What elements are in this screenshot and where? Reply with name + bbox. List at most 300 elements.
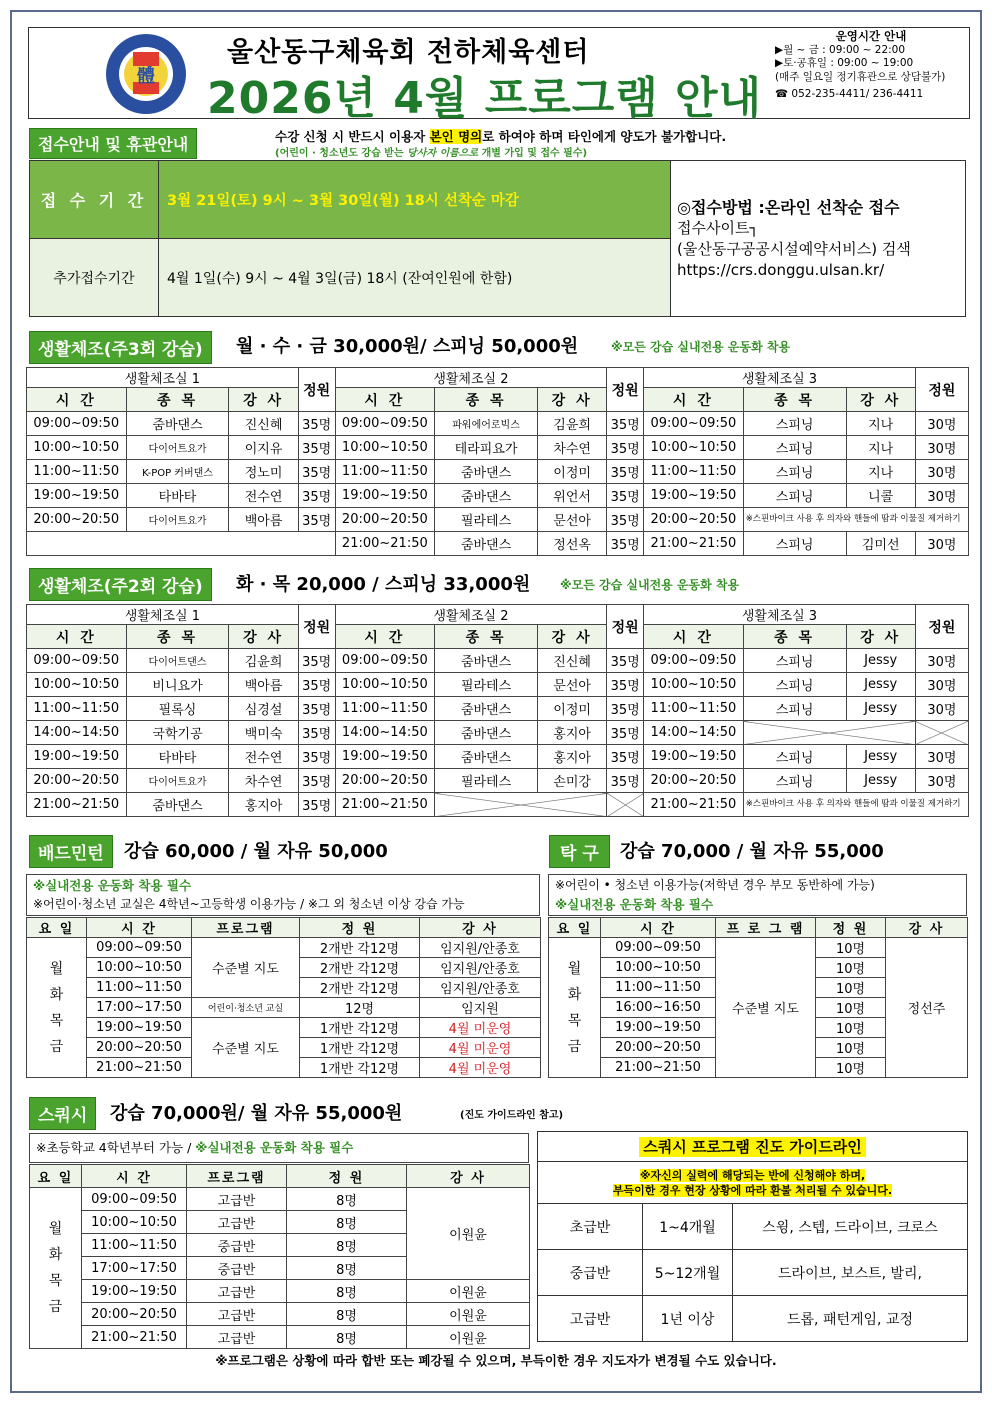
instructor-cell: 차수연 <box>537 436 606 460</box>
capacity-header: 정원 <box>915 605 968 649</box>
tabletennis-table <box>548 917 968 1078</box>
time-cell: 09:00~09:50 <box>335 412 435 436</box>
instructor-cell: 지나 <box>846 436 915 460</box>
time-cell: 11:00~11:50 <box>87 978 192 998</box>
room-header-row <box>27 605 969 625</box>
closed-cell <box>743 721 915 745</box>
hours-weekend: ▶토·공휴일 : 09:00 ~ 19:00 <box>775 57 914 69</box>
method-cell <box>671 161 966 317</box>
closed-cell <box>607 793 644 817</box>
column-header: 종 목 <box>743 625 846 649</box>
time-cell: 21:00~21:50 <box>644 532 744 556</box>
day-char: 월 <box>48 1221 63 1237</box>
guideline-content: 스윙, 스텝, 드라이브, 크로스 <box>733 1204 968 1250</box>
program-cell: 스피닝 <box>743 745 846 769</box>
program-cell: 스피닝 <box>743 460 846 484</box>
capacity-cell: 35명 <box>607 769 644 793</box>
guideline-level: 초급반 <box>538 1204 643 1250</box>
capacity-cell: 8명 <box>287 1188 407 1211</box>
instructor-cell: 이원윤 <box>407 1303 530 1326</box>
program-cell: 스피닝 <box>743 532 846 556</box>
instructor-cell: 지나 <box>846 412 915 436</box>
capacity-cell: 2개반 각12명 <box>300 938 420 958</box>
room-name: 생활체조실 3 <box>644 605 916 625</box>
capacity-cell: 10명 <box>816 1038 886 1058</box>
time-cell: 21:00~21:50 <box>335 793 435 817</box>
program-cell: 타바타 <box>126 745 229 769</box>
time-cell: 11:00~11:50 <box>601 978 716 998</box>
time-cell: 10:00~10:50 <box>335 673 435 697</box>
guideline-duration: 1년 이상 <box>643 1296 733 1342</box>
program-cell: K-POP 커버댄스 <box>126 460 229 484</box>
capacity-header: 정원 <box>298 605 335 649</box>
instructor-cell: 문선아 <box>537 508 606 532</box>
time-cell: 11:00~11:50 <box>82 1234 187 1257</box>
instructor-cell: 정선주 <box>886 938 968 1078</box>
guideline-row <box>538 1250 968 1296</box>
guideline-title-cell <box>538 1132 968 1162</box>
program-cell: 스피닝 <box>743 769 846 793</box>
program-cell: 테라피요가 <box>435 436 538 460</box>
site-name: (울산동구공공시설예약서비스) 검색 <box>677 239 911 258</box>
badminton-notes <box>26 874 540 916</box>
guideline-level: 고급반 <box>538 1296 643 1342</box>
capacity-cell: 35명 <box>298 484 335 508</box>
time-cell: 20:00~20:50 <box>82 1303 187 1326</box>
capacity-cell: 35명 <box>298 697 335 721</box>
gym3-table <box>26 367 969 556</box>
day-char: 화 <box>48 1247 63 1263</box>
table-row <box>27 673 969 697</box>
table-row <box>30 1326 530 1349</box>
room-name: 생활체조실 2 <box>335 368 607 388</box>
capacity-cell: 30명 <box>915 697 968 721</box>
day-cell <box>27 938 87 1078</box>
badminton-table <box>26 917 541 1078</box>
guideline-duration: 1~4개월 <box>643 1204 733 1250</box>
column-header-row <box>27 625 969 649</box>
method-text: ◎접수방법 :온라인 선착순 접수 <box>677 197 900 217</box>
program-cell: 줌바댄스 <box>435 460 538 484</box>
column-header: 요 일 <box>30 1165 82 1188</box>
capacity-cell: 1개반 각12명 <box>300 1038 420 1058</box>
program-cell: 줌바댄스 <box>435 532 538 556</box>
page-title: 2026년 4월 프로그램 안내 <box>207 73 763 124</box>
room-header-row <box>27 368 969 388</box>
time-cell: 10:00~10:50 <box>644 673 744 697</box>
squash-info: 강습 70,000원/ 월 자유 55,000원 <box>110 1103 403 1124</box>
day-cell <box>30 1188 82 1349</box>
guideline-content: 드라이브, 보스트, 발리, <box>733 1250 968 1296</box>
capacity-header: 정원 <box>915 368 968 412</box>
time-cell: 19:00~19:50 <box>27 484 127 508</box>
squash-info-note: (진도 가이드라인 참고) <box>460 1110 564 1121</box>
capacity-header: 정원 <box>607 368 644 412</box>
program-cell: 줌바댄스 <box>126 412 229 436</box>
program-cell: 다이어트댄스 <box>126 649 229 673</box>
time-cell: 14:00~14:50 <box>335 721 435 745</box>
tabletennis-note2: ※실내전용 운동화 착용 필수 <box>555 897 714 912</box>
instructor-cell: 김윤희 <box>537 412 606 436</box>
time-cell: 19:00~19:50 <box>601 1018 716 1038</box>
hours-title: 운영시간 안내 <box>835 29 907 43</box>
time-cell: 20:00~20:50 <box>644 508 744 532</box>
capacity-cell: 10명 <box>816 958 886 978</box>
column-header: 시 간 <box>82 1165 187 1188</box>
gym2-table <box>26 604 969 817</box>
period-value: 3월 21일(토) 9시 ~ 3월 30일(월) 18시 선착순 마감 <box>159 161 671 239</box>
column-header: 시 간 <box>27 625 127 649</box>
program-cell: 필라테스 <box>435 508 538 532</box>
badminton-label: 배드민턴 <box>29 835 113 868</box>
capacity-cell: 30명 <box>915 649 968 673</box>
squash-notes: ※초등학교 4학년부터 가능 / ※실내전용 운동화 착용 필수 <box>29 1133 529 1163</box>
capacity-cell: 35명 <box>607 460 644 484</box>
program-cell: 어린이·청소년 교실 <box>192 998 300 1018</box>
day-cell <box>549 938 601 1078</box>
room-name: 생활체조실 2 <box>335 605 607 625</box>
time-cell: 11:00~11:50 <box>335 460 435 484</box>
column-header: 강 사 <box>229 388 298 412</box>
hours-note: (매주 일요일 정기휴관으로 상담불가) <box>775 70 946 83</box>
capacity-cell: 8명 <box>287 1211 407 1234</box>
instructor-cell: 손미강 <box>537 769 606 793</box>
program-cell: 필라테스 <box>435 769 538 793</box>
program-cell: 줌바댄스 <box>435 721 538 745</box>
time-cell: 16:00~16:50 <box>601 998 716 1018</box>
squash-table <box>29 1164 530 1349</box>
program-cell: 고급반 <box>187 1280 287 1303</box>
capacity-cell: 10명 <box>816 1058 886 1078</box>
time-cell: 11:00~11:50 <box>644 697 744 721</box>
instructor-cell: 백미숙 <box>229 721 298 745</box>
closed-cell <box>435 793 607 817</box>
guideline-content: 드롭, 패턴게임, 교정 <box>733 1296 968 1342</box>
program-cell: 스피닝 <box>743 436 846 460</box>
table-row <box>27 532 969 556</box>
program-cell: 스피닝 <box>743 697 846 721</box>
time-cell: 10:00~10:50 <box>82 1211 187 1234</box>
instructor-cell: Jessy <box>846 697 915 721</box>
program-cell: 줌바댄스 <box>435 745 538 769</box>
instructor-cell: 위언서 <box>537 484 606 508</box>
extra-label: 추가접수기간 <box>30 239 159 317</box>
guideline-title: 스쿼시 프로그램 진도 가이드라인 <box>639 1137 866 1157</box>
table-row <box>27 460 969 484</box>
table-row <box>30 1303 530 1326</box>
column-header: 시 간 <box>644 625 744 649</box>
instructor-cell: 정선옥 <box>537 532 606 556</box>
capacity-cell: 2개반 각12명 <box>300 958 420 978</box>
day-char: 목 <box>567 1012 582 1029</box>
time-cell: 14:00~14:50 <box>644 721 744 745</box>
column-header: 정 원 <box>300 918 420 938</box>
table-row <box>27 649 969 673</box>
column-header: 종 목 <box>743 388 846 412</box>
capacity-cell: 35명 <box>607 436 644 460</box>
instructor-cell: 심경설 <box>229 697 298 721</box>
column-header: 프로그램 <box>192 918 300 938</box>
instructor-cell: Jessy <box>846 769 915 793</box>
program-cell: 고급반 <box>187 1211 287 1234</box>
time-cell: 09:00~09:50 <box>644 649 744 673</box>
guideline-level: 중급반 <box>538 1250 643 1296</box>
capacity-cell: 1개반 각12명 <box>300 1018 420 1038</box>
program-cell: 비니요가 <box>126 673 229 697</box>
gym3-info: 월 · 수 · 금 30,000원/ 스피닝 50,000원 <box>236 336 579 357</box>
registration-table <box>29 160 966 317</box>
capacity-header: 정원 <box>298 368 335 412</box>
time-cell: 21:00~21:50 <box>82 1326 187 1349</box>
spin-note: ※스핀바이크 사용 후 의자와 핸들에 땀과 이물질 제거하기 <box>743 508 968 532</box>
instructor-cell: 이정미 <box>537 697 606 721</box>
capacity-cell: 30명 <box>915 769 968 793</box>
table-row <box>27 769 969 793</box>
capacity-cell: 8명 <box>287 1280 407 1303</box>
instructor-cell: 이지유 <box>229 436 298 460</box>
time-cell: 10:00~10:50 <box>87 958 192 978</box>
instructor-cell: 4월 미운영 <box>420 1058 541 1078</box>
program-cell: 타바타 <box>126 484 229 508</box>
column-header: 종 목 <box>126 625 229 649</box>
table-row <box>27 793 969 817</box>
program-cell: 줌바댄스 <box>435 697 538 721</box>
column-header: 종 목 <box>435 388 538 412</box>
program-cell: 필록싱 <box>126 697 229 721</box>
gym2-note: ※모든 강습 실내전용 운동화 착용 <box>560 578 740 592</box>
column-header: 시 간 <box>601 918 716 938</box>
instructor-cell: 임지원/안종호 <box>420 938 541 958</box>
column-header: 정 원 <box>816 918 886 938</box>
instructor-cell: 이원윤 <box>407 1326 530 1349</box>
instructor-cell: 차수연 <box>229 769 298 793</box>
instructor-cell: 정노미 <box>229 460 298 484</box>
table-row <box>27 508 969 532</box>
day-char: 화 <box>567 986 582 1003</box>
time-cell: 21:00~21:50 <box>644 793 744 817</box>
time-cell: 10:00~10:50 <box>601 958 716 978</box>
program-cell: 고급반 <box>187 1303 287 1326</box>
registration-label: 접수안내 및 휴관안내 <box>29 128 197 159</box>
program-cell: 수준별 지도 <box>192 938 300 998</box>
capacity-cell: 35명 <box>607 649 644 673</box>
capacity-cell: 35명 <box>607 697 644 721</box>
time-cell: 20:00~20:50 <box>335 508 435 532</box>
gym3-label: 생활체조(주3회 강습) <box>29 331 212 364</box>
time-cell: 11:00~11:50 <box>644 460 744 484</box>
instructor-cell: Jessy <box>846 745 915 769</box>
table-row <box>27 721 969 745</box>
day-char: 금 <box>48 1299 63 1315</box>
registration-notice: 수강 신청 시 반드시 이용자 본인 명의로 하여야 하며 타인에게 양도가 불가합니다. <box>275 129 727 144</box>
column-header-row <box>27 388 969 412</box>
capacity-cell: 8명 <box>287 1257 407 1280</box>
capacity-cell: 30명 <box>915 484 968 508</box>
guideline-table <box>537 1131 968 1342</box>
instructor-cell: 백아름 <box>229 673 298 697</box>
program-cell: 수준별 지도 <box>192 1018 300 1078</box>
column-header: 강 사 <box>537 625 606 649</box>
column-header: 프 로 그 램 <box>716 918 816 938</box>
instructor-cell: 전수연 <box>229 745 298 769</box>
column-header: 시 간 <box>335 388 435 412</box>
time-cell: 19:00~19:50 <box>644 745 744 769</box>
instructor-cell: 홍지아 <box>229 793 298 817</box>
capacity-cell: 30명 <box>915 532 968 556</box>
program-cell: 다이어트요가 <box>126 769 229 793</box>
capacity-cell: 10명 <box>816 978 886 998</box>
day-char: 금 <box>49 1038 64 1055</box>
time-cell: 20:00~20:50 <box>644 769 744 793</box>
time-cell: 11:00~11:50 <box>27 460 127 484</box>
column-header: 강 사 <box>846 388 915 412</box>
column-header: 시 간 <box>644 388 744 412</box>
column-header: 종 목 <box>126 388 229 412</box>
capacity-cell: 35명 <box>298 721 335 745</box>
instructor-cell: Jessy <box>846 649 915 673</box>
day-char: 목 <box>48 1273 63 1289</box>
table-row <box>27 998 541 1018</box>
time-cell: 09:00~09:50 <box>335 649 435 673</box>
capacity-cell: 10명 <box>816 1018 886 1038</box>
time-cell: 20:00~20:50 <box>335 769 435 793</box>
time-cell: 19:00~19:50 <box>335 745 435 769</box>
capacity-cell: 35명 <box>298 745 335 769</box>
program-cell: 줌바댄스 <box>126 793 229 817</box>
capacity-cell: 35명 <box>607 484 644 508</box>
phone: ☎ 052-235-4411/ 236-4411 <box>775 88 924 100</box>
site-label: 접수사이트┐ <box>677 218 759 237</box>
column-header: 시 간 <box>27 388 127 412</box>
instructor-cell: 문선아 <box>537 673 606 697</box>
column-header-row <box>27 918 541 938</box>
empty-cell <box>27 532 336 556</box>
program-cell: 스피닝 <box>743 412 846 436</box>
badminton-note2: ※어린이·청소년 교실은 4학년~고등학생 이용가능 / ※그 외 청소년 이상 강습 가능 <box>33 897 465 911</box>
instructor-cell: Jessy <box>846 673 915 697</box>
tabletennis-label: 탁 구 <box>549 835 610 868</box>
instructor-cell: 진신혜 <box>229 412 298 436</box>
day-char: 화 <box>49 986 64 1003</box>
program-cell: 스피닝 <box>743 484 846 508</box>
instructor-cell: 백아름 <box>229 508 298 532</box>
hours-weekday: ▶월 ~ 금 : 09:00 ~ 22:00 <box>775 43 906 56</box>
time-cell: 10:00~10:50 <box>27 673 127 697</box>
logo-icon <box>104 32 188 116</box>
capacity-cell: 35명 <box>298 649 335 673</box>
column-header: 강 사 <box>420 918 541 938</box>
extra-value: 4월 1일(수) 9시 ~ 4월 3일(금) 18시 (잔여인원에 한함) <box>159 239 671 317</box>
time-cell: 21:00~21:50 <box>27 793 127 817</box>
capacity-cell: 12명 <box>300 998 420 1018</box>
day-char: 금 <box>567 1038 582 1055</box>
program-cell: 스피닝 <box>743 673 846 697</box>
table-row <box>27 484 969 508</box>
time-cell: 17:00~17:50 <box>87 998 192 1018</box>
gym3-note: ※모든 강습 실내전용 운동화 착용 <box>611 340 791 354</box>
column-header: 시 간 <box>87 918 192 938</box>
program-cell: 고급반 <box>187 1326 287 1349</box>
tabletennis-note1: ※어린이 • 청소년 이용가능(저학년 경우 부모 동반하에 가능) <box>555 878 875 892</box>
program-cell: 고급반 <box>187 1188 287 1211</box>
capacity-cell: 35명 <box>298 412 335 436</box>
header <box>28 27 970 124</box>
capacity-cell: 8명 <box>287 1326 407 1349</box>
time-cell: 19:00~19:50 <box>335 484 435 508</box>
instructor-cell: 니콜 <box>846 484 915 508</box>
column-header: 요 일 <box>549 918 601 938</box>
instructor-cell: 진신혜 <box>537 649 606 673</box>
day-char: 목 <box>49 1012 64 1029</box>
tabletennis-notes <box>548 874 967 916</box>
gym2-label: 생활체조(주2회 강습) <box>29 568 212 601</box>
capacity-cell: 35명 <box>298 769 335 793</box>
capacity-cell: 35명 <box>298 436 335 460</box>
program-cell: 국학기공 <box>126 721 229 745</box>
badminton-info: 강습 60,000 / 월 자유 50,000 <box>124 841 388 862</box>
instructor-cell: 김윤희 <box>229 649 298 673</box>
time-cell: 10:00~10:50 <box>27 436 127 460</box>
site-url[interactable]: https://crs.donggu.ulsan.kr/ <box>677 260 885 279</box>
column-header: 시 간 <box>335 625 435 649</box>
capacity-cell: 30명 <box>915 460 968 484</box>
room-name: 생활체조실 1 <box>27 368 299 388</box>
instructor-cell: 4월 미운영 <box>420 1038 541 1058</box>
capacity-cell: 30명 <box>915 412 968 436</box>
gym2-info: 화 · 목 20,000 / 스피닝 33,000원 <box>236 574 531 595</box>
column-header-row <box>549 918 968 938</box>
capacity-cell: 35명 <box>298 793 335 817</box>
column-header: 요 일 <box>27 918 87 938</box>
room-name: 생활체조실 3 <box>644 368 916 388</box>
capacity-cell: 35명 <box>607 721 644 745</box>
table-row <box>27 938 541 958</box>
column-header: 정 원 <box>287 1165 407 1188</box>
logo-center: 體 <box>137 66 155 87</box>
day-char: 월 <box>567 960 582 977</box>
time-cell: 11:00~11:50 <box>27 697 127 721</box>
instructor-cell: 지나 <box>846 460 915 484</box>
footer-note: ※프로그램은 상황에 따라 합반 또는 폐강될 수 있으며, 부득이한 경우 지도자가 변경될 수도 있습니다. <box>215 1353 777 1368</box>
time-cell: 19:00~19:50 <box>87 1018 192 1038</box>
table-row <box>27 745 969 769</box>
time-cell: 19:00~19:50 <box>644 484 744 508</box>
guideline-note-cell <box>538 1162 968 1204</box>
capacity-cell: 35명 <box>607 412 644 436</box>
column-header: 강 사 <box>229 625 298 649</box>
table-row <box>30 1280 530 1303</box>
guideline-note1: ※자신의 실력에 해당되는 반에 신청해야 하며, <box>639 1168 866 1182</box>
time-cell: 20:00~20:50 <box>27 769 127 793</box>
badminton-note1: ※실내전용 운동화 착용 필수 <box>33 878 192 893</box>
program-cell: 중급반 <box>187 1234 287 1257</box>
capacity-cell: 30명 <box>915 436 968 460</box>
time-cell: 14:00~14:50 <box>27 721 127 745</box>
table-row <box>27 436 969 460</box>
instructor-cell: 홍지아 <box>537 721 606 745</box>
capacity-cell: 10명 <box>816 998 886 1018</box>
time-cell: 09:00~09:50 <box>87 938 192 958</box>
capacity-cell: 35명 <box>607 532 644 556</box>
time-cell: 10:00~10:50 <box>335 436 435 460</box>
time-cell: 21:00~21:50 <box>601 1058 716 1078</box>
capacity-cell: 35명 <box>607 508 644 532</box>
program-cell: 줌바댄스 <box>435 484 538 508</box>
capacity-cell: 1개반 각12명 <box>300 1058 420 1078</box>
instructor-cell: 이원윤 <box>407 1280 530 1303</box>
instructor-cell: 임지원/안종호 <box>420 958 541 978</box>
capacity-cell: 30명 <box>915 745 968 769</box>
